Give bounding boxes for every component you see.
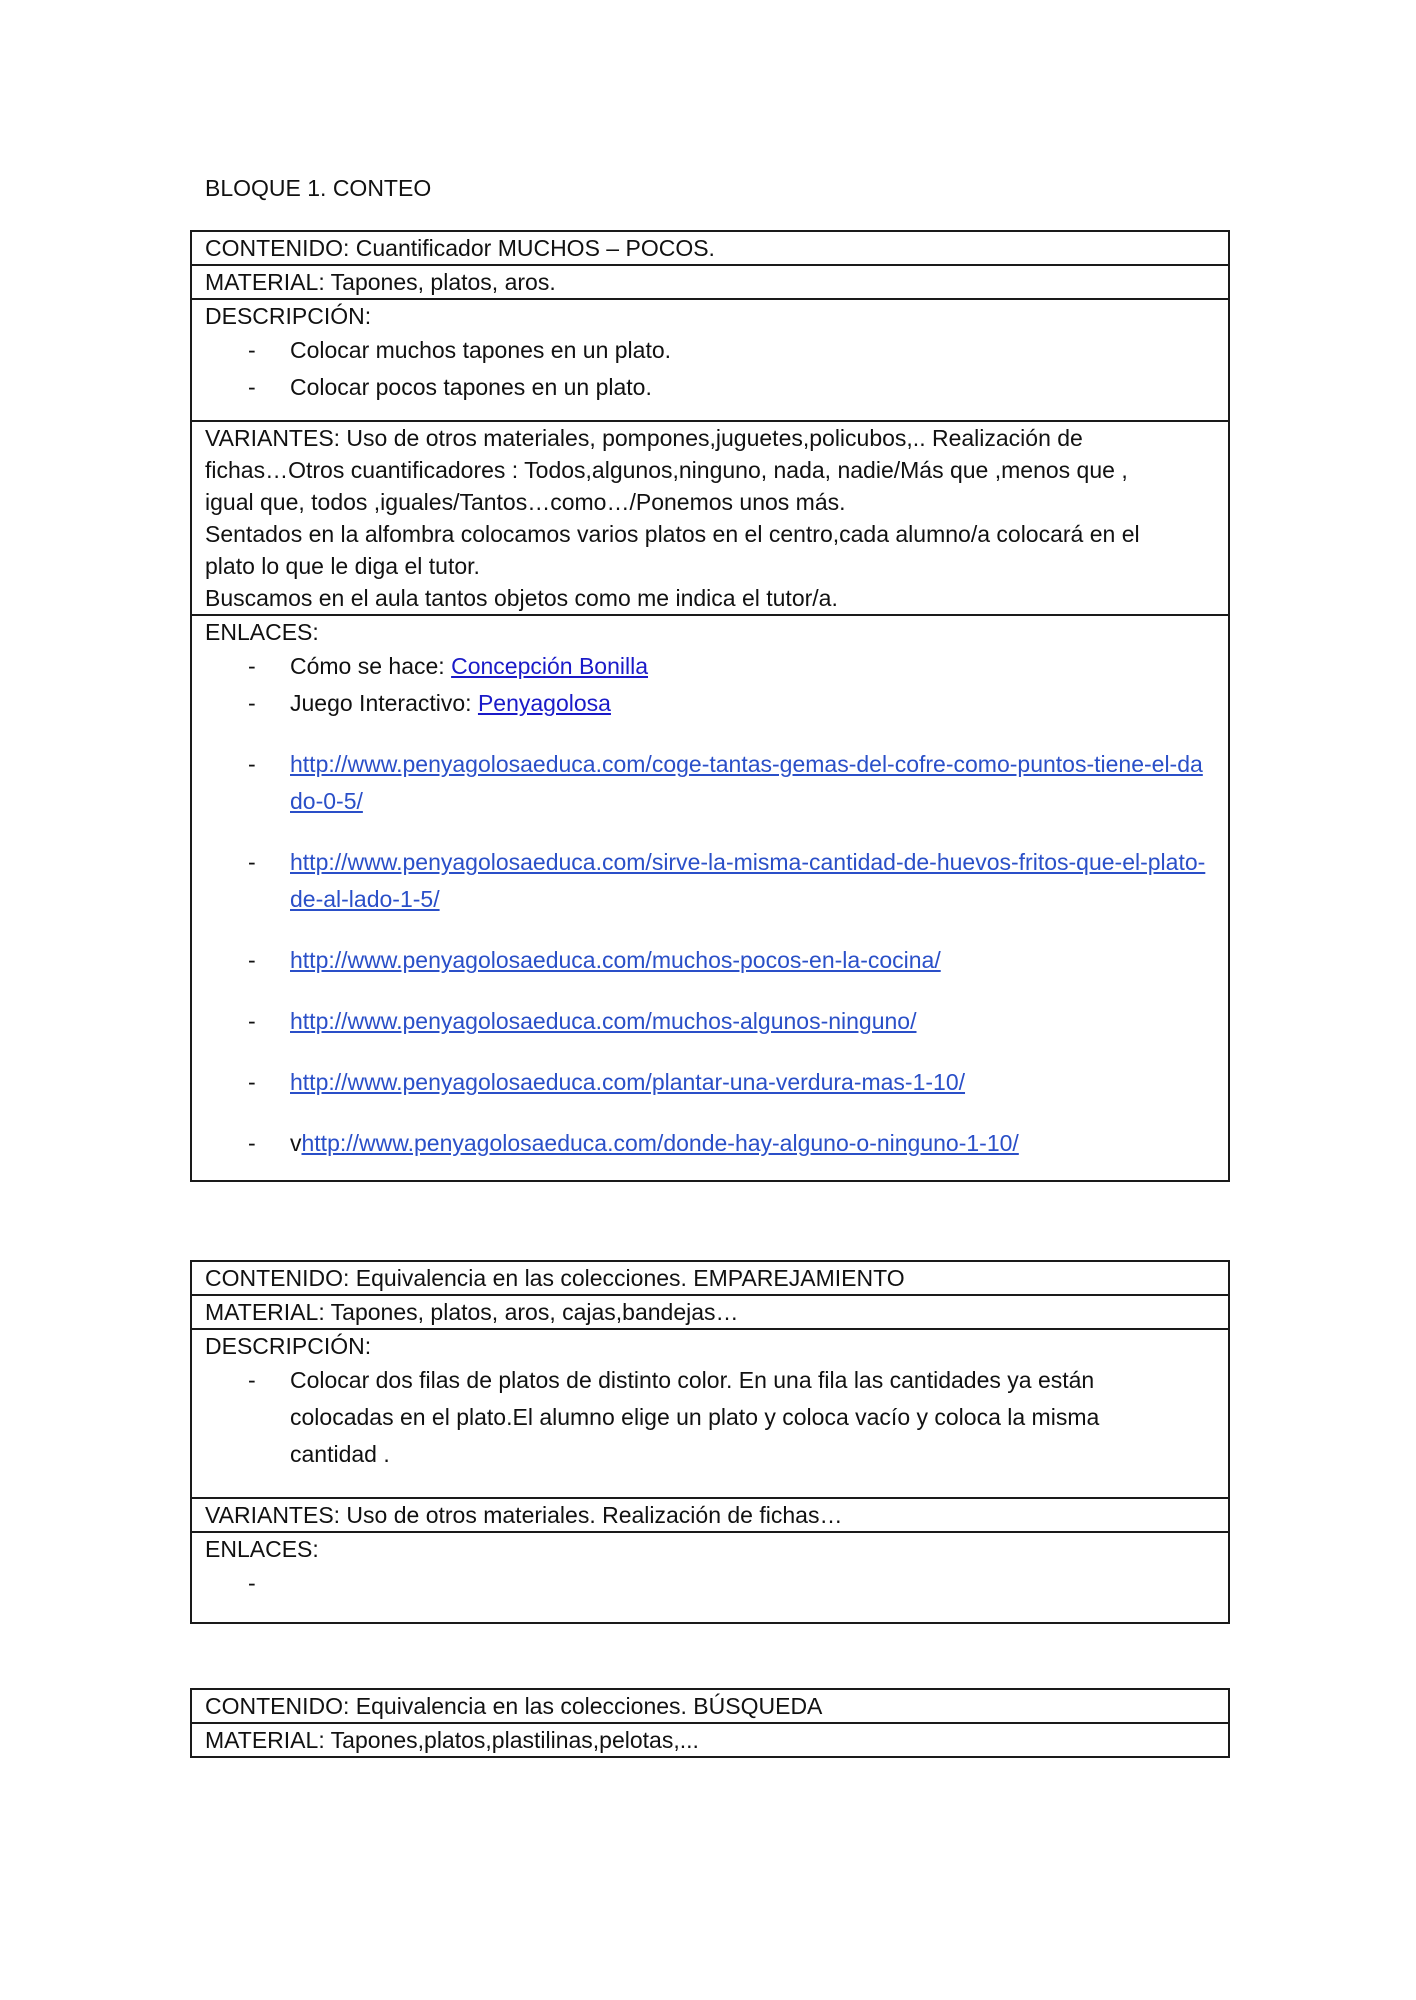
- contenido-text: CONTENIDO: Equivalencia en las colecciones. EMPAREJAMIENTO: [205, 1265, 905, 1291]
- link-url[interactable]: http://www.penyagolosaeduca.com/muchos-pocos-en-la-cocina/: [290, 947, 941, 973]
- link-url[interactable]: http://www.penyagolosaeduca.com/muchos-algunos-ninguno/: [290, 1008, 917, 1034]
- content-table-1: [190, 230, 1230, 1182]
- variantes-line: igual que, todos ,iguales/Tantos…como…/Ponemos unos más.: [205, 489, 846, 515]
- material-text: MATERIAL: Tapones,platos,plastilinas,pelotas,...: [205, 1727, 699, 1753]
- material-cell: [192, 264, 1228, 298]
- list-item: - Colocar muchos tapones en un plato.: [248, 337, 672, 363]
- contenido-text: CONTENIDO: Cuantificador MUCHOS – POCOS.: [205, 235, 715, 261]
- content-table-3: [190, 1688, 1230, 1758]
- variantes-line: Sentados en la alfombra colocamos varios platos en el centro,cada alumno/a colocará en el: [205, 521, 1140, 547]
- content-table-2: [190, 1260, 1230, 1624]
- enlaces-list: [205, 1565, 1215, 1602]
- link-url[interactable]: http://www.penyagolosaeduca.com/donde-hay-alguno-o-ninguno-1-10/: [301, 1130, 1019, 1156]
- list-item: - Juego Interactivo: Penyagolosa: [248, 690, 611, 716]
- list-item: - Colocar pocos tapones en un plato.: [248, 374, 652, 400]
- descripcion-list: [205, 1362, 1215, 1473]
- contenido-cell: [192, 1690, 1228, 1722]
- list-item: - http://www.penyagolosaeduca.com/sirve-la-misma-cantidad-de-huevos-fritos-que-el-plato-de-al-lado-1-5/: [248, 849, 1206, 912]
- link-concepcion-bonilla[interactable]: Concepción Bonilla: [451, 653, 648, 679]
- link-url[interactable]: http://www.penyagolosaeduca.com/coge-tantas-gemas-del-cofre-como-puntos-tiene-el-dado-0-5/: [290, 751, 1203, 814]
- list-item: - http://www.penyagolosaeduca.com/coge-tantas-gemas-del-cofre-como-puntos-tiene-el-dado-0-5/: [248, 751, 1203, 814]
- variantes-line: plato lo que le diga el tutor.: [205, 553, 480, 579]
- variantes-line: Buscamos en el aula tantos objetos como me indica el tutor/a.: [205, 585, 838, 611]
- contenido-text: CONTENIDO: Equivalencia en las colecciones. BÚSQUEDA: [205, 1693, 823, 1719]
- variantes-line: fichas…Otros cuantificadores : Todos,algunos,ninguno, nada, nadie/Más que ,menos que ,: [205, 457, 1128, 483]
- contenido-cell: [192, 232, 1228, 264]
- list-item: - Cómo se hace: Concepción Bonilla: [248, 653, 648, 679]
- list-item: - vhttp://www.penyagolosaeduca.com/donde-hay-alguno-o-ninguno-1-10/: [248, 1130, 1019, 1156]
- descripcion-cell: [192, 298, 1228, 420]
- list-item: - http://www.penyagolosaeduca.com/muchos-algunos-ninguno/: [248, 1008, 917, 1034]
- descripcion-list: [205, 332, 1215, 406]
- enlaces-cell: [192, 614, 1228, 1180]
- enlaces-label: ENLACES:: [205, 1536, 319, 1562]
- variantes-cell: [192, 420, 1228, 614]
- material-text: MATERIAL: Tapones, platos, aros, cajas,bandejas…: [205, 1299, 739, 1325]
- material-text: MATERIAL: Tapones, platos, aros.: [205, 269, 556, 295]
- section-heading: BLOQUE 1. CONTEO: [205, 175, 432, 201]
- enlaces-label: ENLACES:: [205, 619, 319, 645]
- descripcion-cell: [192, 1328, 1228, 1497]
- enlaces-list: [205, 648, 1215, 1162]
- link-url[interactable]: http://www.penyagolosaeduca.com/plantar-una-verdura-mas-1-10/: [290, 1069, 966, 1095]
- material-cell: [192, 1294, 1228, 1328]
- list-item: -: [248, 1570, 256, 1596]
- descripcion-label: DESCRIPCIÓN:: [205, 303, 372, 329]
- list-item: - Colocar dos filas de platos de distinto color. En una fila las cantidades ya están colocadas en el plato.El alumno elige un plato y coloca vacío y coloca la misma cantidad .: [248, 1367, 1100, 1467]
- enlaces-cell: [192, 1531, 1228, 1622]
- variantes-cell: [192, 1497, 1228, 1531]
- link-penyagolosa[interactable]: Penyagolosa: [477, 690, 611, 716]
- variantes-line: VARIANTES: Uso de otros materiales, pompones,juguetes,policubos,.. Realización de: [205, 425, 1083, 451]
- list-item: - http://www.penyagolosaeduca.com/plantar-una-verdura-mas-1-10/: [248, 1069, 966, 1095]
- material-cell: [192, 1722, 1228, 1756]
- variantes-text: VARIANTES: Uso de otros materiales. Realización de fichas…: [205, 1502, 843, 1528]
- contenido-cell: [192, 1262, 1228, 1294]
- link-url[interactable]: http://www.penyagolosaeduca.com/sirve-la-misma-cantidad-de-huevos-fritos-que-el-plato-de-al-lado-1-5/: [290, 849, 1206, 912]
- descripcion-label: DESCRIPCIÓN:: [205, 1333, 372, 1359]
- list-item: - http://www.penyagolosaeduca.com/muchos-pocos-en-la-cocina/: [248, 947, 941, 973]
